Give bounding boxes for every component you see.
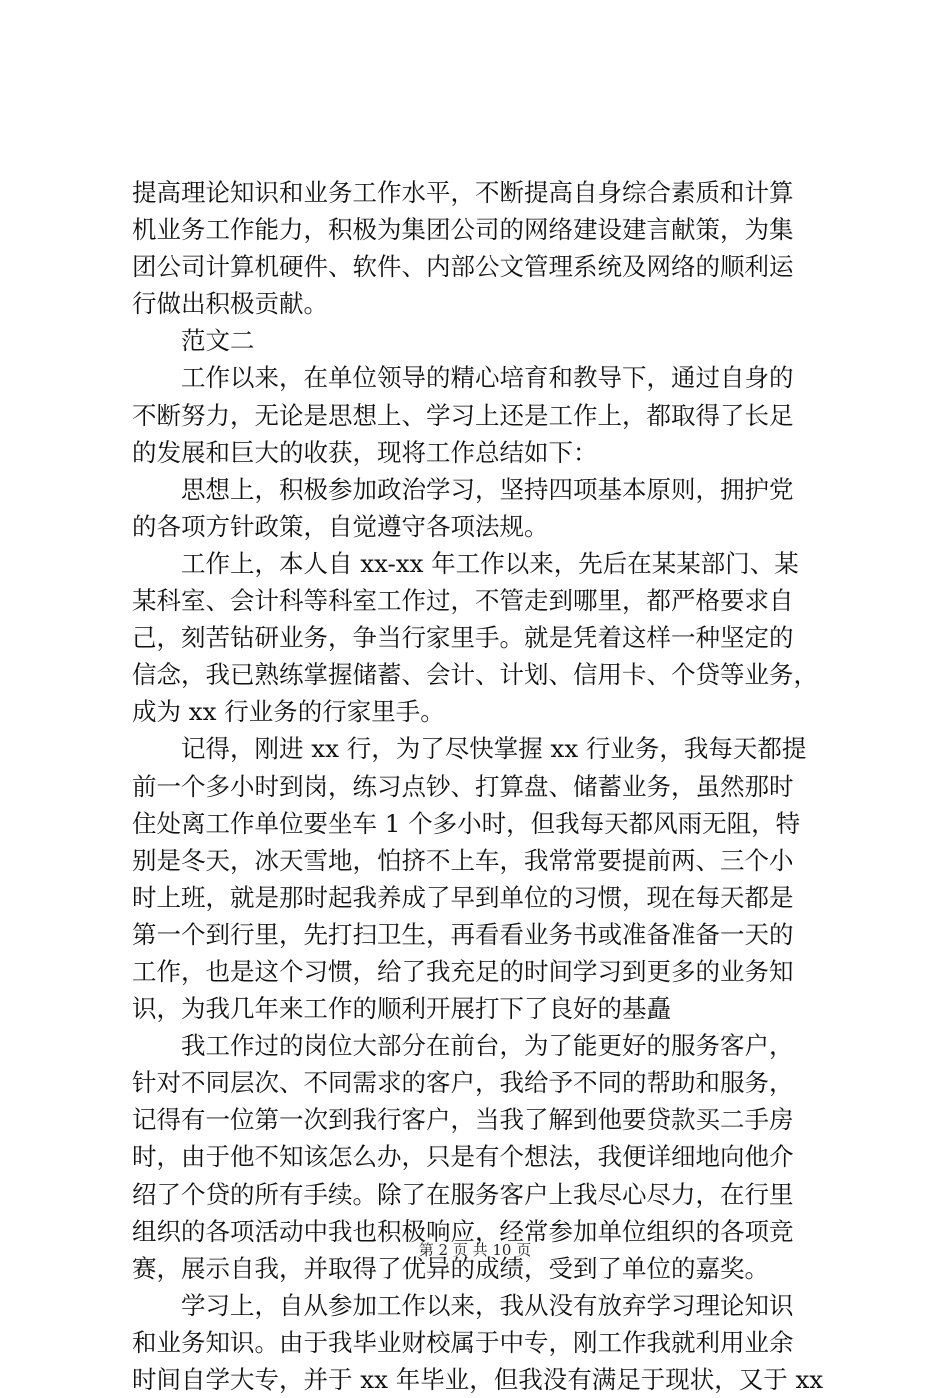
text-line: 别是冬天，冰天雪地，怕挤不上车，我常常要提前两、三个小 xyxy=(132,845,794,875)
page-number-footer: 第 2 页 共 10 页 xyxy=(418,1241,532,1259)
text-line: 前一个多小时到岗，练习点钞、打算盘、储蓄业务，虽然那时 xyxy=(132,771,794,801)
section-heading: 范文二 xyxy=(132,326,255,356)
text-line: 己，刻苦钻研业务，争当行家里手。就是凭着这样一种坚定的 xyxy=(132,623,794,653)
text-line: 信念，我已熟练掌握储蓄、会计、计划、信用卡、个贷等业务， xyxy=(132,660,818,690)
text-line: 工作上，本人自 xx-xx 年工作以来，先后在某某部门、某 xyxy=(132,548,799,578)
text-line: 的发展和巨大的收获，现将工作总结如下： xyxy=(132,437,598,467)
text-line: 我工作过的岗位大部分在前台，为了能更好的服务客户， xyxy=(132,1031,794,1061)
text-line: 时间自学大专，并于 xx 年毕业，但我没有满足于现状，又于 xx xyxy=(132,1365,824,1394)
text-line: 第一个到行里，先打扫卫生，再看看业务书或准备准备一天的 xyxy=(132,919,794,949)
text-line: 成为 xx 行业务的行家里手。 xyxy=(132,697,445,727)
text-line: 绍了个贷的所有手续。除了在服务客户上我尽心尽力，在行里 xyxy=(132,1179,794,1209)
text-line: 不断努力，无论是思想上、学习上还是工作上，都取得了长足 xyxy=(132,400,794,430)
text-line: 和业务知识。由于我毕业财校属于中专，刚工作我就利用业余 xyxy=(132,1327,794,1357)
text-line: 识，为我几年来工作的顺利开展打下了良好的基矗 xyxy=(132,994,671,1024)
text-line: 住处离工作单位要坐车 1 个多小时，但我每天都风雨无阻，特 xyxy=(132,808,801,838)
text-line: 机业务工作能力，积极为集团公司的网络建设建言献策，为集 xyxy=(132,215,794,245)
text-line: 记得有一位第一次到我行客户，当我了解到他要贷款买二手房 xyxy=(132,1105,794,1135)
text-line: 工作，也是这个习惯，给了我充足的时间学习到更多的业务知 xyxy=(132,956,794,986)
text-line: 时，由于他不知该怎么办，只是有个想法，我便详细地向他介 xyxy=(132,1142,794,1172)
text-line: 提高理论知识和业务工作水平，不断提高自身综合素质和计算 xyxy=(132,178,794,207)
text-line: 时上班，就是那时起我养成了早到单位的习惯，现在每天都是 xyxy=(132,882,794,912)
text-line: 团公司计算机硬件、软件、内部公文管理系统及网络的顺利运 xyxy=(132,252,794,282)
text-line: 针对不同层次、不同需求的客户，我给予不同的帮助和服务， xyxy=(132,1068,794,1098)
text-line: 工作以来，在单位领导的精心培育和教导下，通过自身的 xyxy=(132,363,794,393)
document-body xyxy=(132,174,827,1398)
text-line: 某科室、会计科等科室工作过，不管走到哪里，都严格要求自 xyxy=(132,586,794,616)
text-line: 赛，展示自我，并取得了优异的成绩，受到了单位的嘉奖。 xyxy=(132,1253,769,1283)
text-line: 记得，刚进 xx 行，为了尽快掌握 xx 行业务，我每天都提 xyxy=(132,734,807,764)
text-line: 的各项方针政策，自觉遵守各项法规。 xyxy=(132,511,549,541)
text-line: 组织的各项活动中我也积极响应，经常参加单位组织的各项竞 xyxy=(132,1216,794,1246)
text-line: 思想上，积极参加政治学习，坚持四项基本原则，拥护党 xyxy=(132,474,794,504)
text-line: 行做出积极贡献。 xyxy=(132,289,328,319)
text-line: 学习上，自从参加工作以来，我从没有放弃学习理论知识 xyxy=(132,1290,794,1320)
